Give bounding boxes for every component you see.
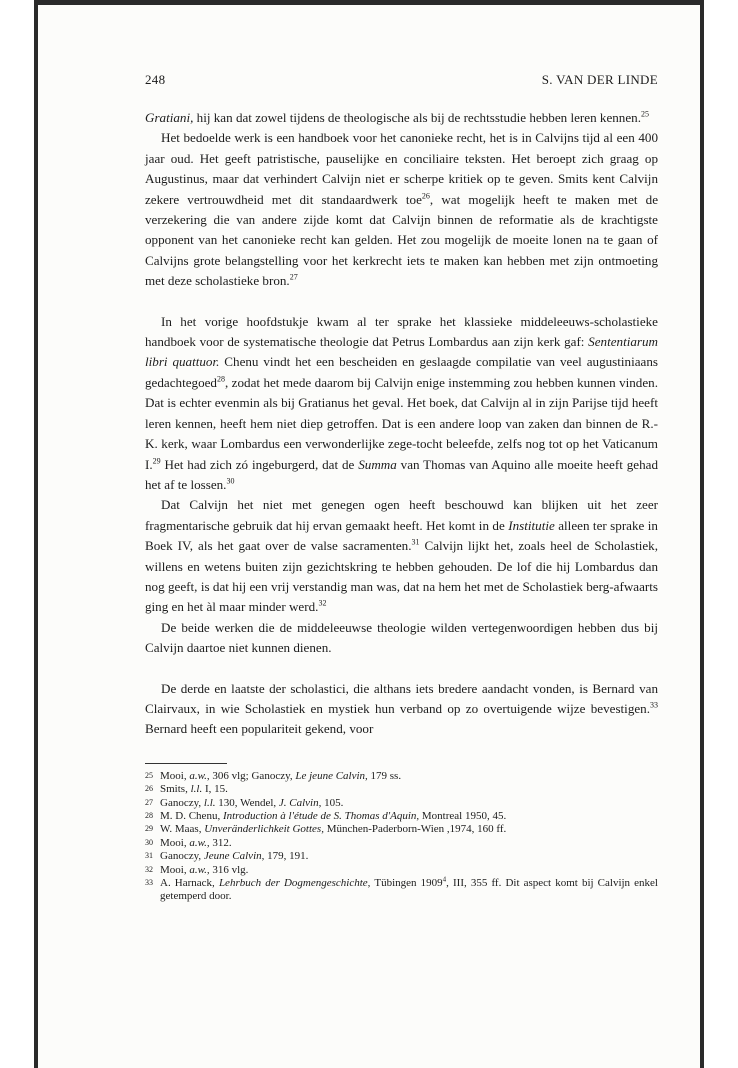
- footnote: [145, 810, 658, 823]
- footnote-number: 31: [145, 851, 153, 861]
- footnote: [145, 797, 658, 810]
- text: De beide werken die de middeleeuwse theologie wilden vertegenwoordigen hebben dus bij Calvijn daartoe niet kunnen dienen.: [145, 619, 658, 656]
- footnote-text: Ganoczy, Jeune Calvin, 179, 191.: [160, 850, 309, 863]
- footnote-text: Mooi, a.w., 316 vlg.: [160, 863, 249, 876]
- footnote: [145, 823, 658, 836]
- footnotes: [145, 770, 658, 904]
- footnote-number: 29: [145, 824, 153, 834]
- paragraph-5: [145, 618, 658, 659]
- edition-superscript: 4: [442, 875, 447, 884]
- footnote-divider: [145, 763, 227, 764]
- text: , wat mogelijk heeft te maken met de verzekering die van andere zijde komt dat Calvijn binnen de reformatie als de krachtigste opponent van het canonieke recht kan gelden. Het zou mogelijk de moeite lonen na te gaan of Calvijns grote belangstelling voor het kerkrecht iets te maken kan hebben met zijn ontmoeting met deze scholastieke bron.: [145, 191, 659, 289]
- footnote: [145, 783, 658, 796]
- italic-text: Gratiani,: [145, 110, 194, 125]
- footnote-ref[interactable]: 27: [289, 272, 298, 282]
- text: Calvijn lijkt het, zoals heel de Scholastiek, willens en wetens buiten zijn gezichtskring te hebben gehouden. De lof die hij Lombardus dan nog geeft, is dat hij een vrij verstandig man was, dat na hem het met de Scholastiek berg-afwaarts ging en het àl maar minder werd.: [145, 538, 658, 615]
- paragraph-4: [145, 495, 658, 617]
- text: hij kan dat zowel tijdens de theologische als bij de rechtsstudie hebben leren kennen.: [193, 110, 641, 125]
- footnote-number: 26: [145, 784, 153, 794]
- footnote-text: A. Harnack, Lehrbuch der Dogmengeschichte, Tübingen 1909$^4$, III, 355 ff. Dit aspect komt bij Calvijn enkel getemperd door.: [160, 875, 658, 903]
- footnote-number: 27: [145, 797, 153, 807]
- footnote: [145, 877, 658, 904]
- paragraph-6: [145, 679, 658, 740]
- italic-text: Summa: [358, 456, 397, 472]
- footnote-number: 28: [145, 811, 153, 820]
- footnote-text: Ganoczy, l.l. 130, Wendel, J. Calvin, 105.: [160, 796, 344, 809]
- text: Het bedoelde werk is een handboek voor het canonieke recht, het is in Calvijns tijd al een 400 jaar oud. Het geeft patristische, pauselijke en conciliaire teksten. Het beroept zich graag op Augustinus, maar dat verhindert Calvijn niet er scherpe kritiek op te geven. Smits kent Calvijn zekere vertrouwdheid met dit standaardwerk toe: [145, 130, 658, 207]
- footnote: [145, 770, 658, 783]
- footnote-number: 30: [145, 837, 153, 847]
- text: Chenu vindt het een bescheiden en geslaagde compilatie van veel augustiniaans gedachtegoed: [145, 354, 658, 390]
- italic-text: Institutie: [508, 517, 555, 533]
- footnote-ref[interactable]: 31: [411, 537, 420, 547]
- footnote-number: 32: [145, 864, 153, 874]
- footnote-text: Mooi, a.w., 312.: [160, 836, 232, 849]
- text: van Thomas van Aquino alle moeite heeft gehad het af te lossen.: [145, 456, 658, 492]
- text: Bernard heeft een populariteit gekend, voor: [145, 721, 374, 737]
- body-text: [145, 108, 658, 740]
- footnote-number: 25: [145, 770, 153, 780]
- paragraph-2: [145, 128, 658, 291]
- text: Dat Calvijn het niet met genegen ogen heeft beschouwd kan blijken uit het zeer fragmentarische gebruik dat hij ervan gemaakt heeft. Het komt in de: [145, 497, 658, 533]
- footnote-number: 33: [145, 878, 153, 888]
- footnote-ref[interactable]: 26: [421, 191, 430, 201]
- footnote-text: W. Maas, Unveränderlichkeit Gottes, München-Paderborn-Wien ,1974, 160 ff.: [160, 823, 507, 836]
- italic-text: Sententiarum libri quattuor.: [145, 334, 658, 370]
- footnote-ref[interactable]: 28: [216, 374, 225, 384]
- footnote-text: M. D. Chenu, Introduction à l'étude de S. Thomas d'Aquin, Montreal 1950, 45.: [160, 810, 507, 822]
- footnote: [145, 850, 658, 863]
- footnote-ref[interactable]: 30: [226, 476, 235, 486]
- footnote-ref[interactable]: 29: [152, 456, 161, 466]
- running-title: S. VAN DER LINDE: [541, 72, 658, 87]
- text: In het vorige hoofdstukje kwam al ter sprake het klassieke middeleeuws-scholastieke handboek voor de systematische theologie dat Petrus Lombardus aan zijn kerk gaf:: [145, 313, 658, 350]
- text: De derde en laatste der scholastici, die althans iets bredere aandacht vonden, is Bernard van Clairvaux, in wie Scholastiek en mystiek hun verband op zo overtuigende wijze bevestigen.: [145, 680, 658, 716]
- footnote: [145, 864, 658, 877]
- footnote: [145, 837, 658, 850]
- footnote-ref[interactable]: 33: [650, 700, 658, 710]
- paragraph-3: [145, 312, 658, 496]
- text: alleen ter sprake in Boek IV, als het gaat over de valse sacramenten.: [145, 517, 658, 554]
- page-number: 248: [145, 72, 166, 87]
- book-page: [145, 72, 658, 904]
- footnote-text: Mooi, a.w., 306 vlg; Ganoczy, Le jeune Calvin, 179 ss.: [160, 769, 402, 782]
- text: Het had zich zó ingeburgerd, dat de: [160, 456, 359, 472]
- text: , zodat het mede daarom bij Calvijn enige instemming zou hebben kunnen vinden. Dat is echter evenmin als bij Gratianus het geval. Het boek, dat Calvijn al in zijn Parijse tijd heeft leren kennen, heeft hem niet diep getroffen. Dat is een andere loop van zaken dan binnen de R.-K. kerk, waar Lombardus een verwonderlijke zege-tocht beleefde, zelfs nog tot op het Vaticanum I.: [145, 374, 658, 472]
- footnote-ref[interactable]: 25: [641, 109, 649, 119]
- paragraph-1: [145, 108, 658, 128]
- running-head: [145, 72, 658, 88]
- footnote-ref[interactable]: 32: [318, 598, 327, 608]
- footnote-text: Smits, l.l. I, 15.: [160, 783, 228, 796]
